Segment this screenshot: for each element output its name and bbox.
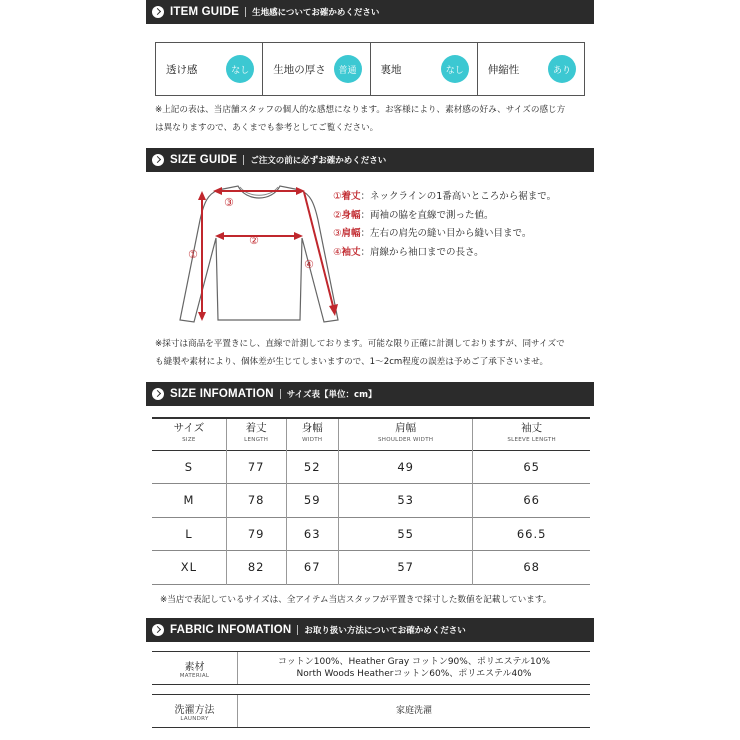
material-value	[238, 652, 590, 684]
table-cell: 63	[286, 517, 338, 551]
size-info-subtitle: サイズ表【単位：cm】	[286, 390, 377, 400]
item-guide-title: ITEM GUIDE	[170, 6, 240, 18]
table-row	[152, 517, 590, 551]
label-3: ③	[224, 196, 234, 209]
table-cell: 65	[523, 459, 540, 474]
chevron-right-icon	[152, 388, 164, 400]
col-header-length	[226, 418, 286, 450]
header-en: LENGTH	[244, 437, 269, 444]
measurement-row	[333, 225, 556, 244]
header-en: SLEEVE LENGTH	[507, 437, 556, 444]
measure-desc: ：ネックラインの1番高いところから裾まで。	[360, 191, 557, 202]
measure-key: 着丈	[341, 191, 361, 202]
fabric-info-title: FABRIC INFOMATION	[170, 624, 292, 636]
measure-desc: ：左右の肩先の縫い目から縫い目まで。	[360, 228, 532, 239]
material-line: コットン100%、Heather Gray コットン90%、ポリエステル10%	[277, 657, 551, 667]
size-info-note: ※当店で表記しているサイズは、全アイテム当店スタッフが平置きで採寸した数値を記載しています。	[160, 595, 552, 605]
table-cell: 77	[226, 450, 286, 484]
measure-num: ①	[333, 191, 342, 202]
material-label-en: MATERIAL	[179, 672, 210, 679]
col-header-shoulder	[338, 418, 472, 450]
laundry-label: 洗濯方法	[174, 704, 215, 716]
note-line: も縫製や素材により、個体差が生じてしまいますので、1〜2cm程度の誤差は予めご了承下さいませ。	[155, 357, 549, 367]
item-guide-header	[146, 0, 594, 24]
label-4: ④	[304, 258, 314, 271]
size-info-header	[146, 382, 594, 406]
item-sheerness	[156, 43, 263, 95]
table-cell: 53	[338, 484, 472, 518]
laundry-value	[238, 695, 590, 727]
size-guide-title: SIZE GUIDE	[170, 154, 238, 166]
measure-desc: ：両袖の脇を直線で測った値。	[360, 209, 494, 221]
table-cell: 67	[286, 551, 338, 585]
table-row	[152, 450, 590, 484]
header-en: WIDTH	[302, 437, 323, 444]
table-cell: 68	[523, 560, 540, 575]
label-2: ②	[249, 234, 259, 247]
chevron-right-icon	[152, 624, 164, 636]
arrow-head-icon	[198, 312, 206, 321]
table-cell: 79	[226, 517, 286, 551]
laundry-label-en: LAUNDRY	[180, 715, 209, 722]
table-cell: S	[152, 450, 226, 484]
col-header-sleeve	[473, 418, 590, 450]
note-line: は異なりますので、あくまでも参考としてご覧ください。	[155, 123, 379, 133]
table-cell: 59	[286, 484, 338, 518]
note-line: ※上記の表は、当店舗スタッフの個人的な感想になります。お客様により、素材感の好み、サイズの感じ方	[155, 105, 566, 115]
table-cell: M	[152, 484, 226, 518]
material-label: 素材	[184, 661, 205, 673]
laundry-header	[152, 695, 238, 727]
measurement-row	[333, 207, 556, 226]
size-info-title: SIZE INFOMATION	[170, 388, 274, 400]
size-table	[152, 417, 590, 585]
laundry-text: 家庭洗濯	[395, 706, 432, 716]
col-header-width	[286, 418, 338, 450]
measure-desc: ：肩線から袖口までの長さ。	[360, 246, 484, 258]
measure-key: 袖丈	[341, 246, 361, 258]
item-guide-table	[155, 42, 585, 96]
item-label: 透け感	[166, 63, 198, 76]
table-row	[152, 551, 590, 585]
size-guide-subtitle: ご注文の前に必ずお確かめください	[250, 156, 387, 166]
table-cell: 57	[338, 551, 472, 585]
measure-key: 身幅	[341, 209, 361, 221]
header-jp: 肩幅	[395, 422, 417, 435]
item-label: 伸縮性	[487, 63, 520, 76]
shirt-measurement-diagram	[160, 180, 350, 330]
item-thickness	[263, 43, 370, 95]
measure-key: 肩幅	[341, 228, 361, 239]
divider	[297, 625, 298, 635]
table-cell: L	[152, 517, 226, 551]
chevron-right-icon	[152, 6, 164, 18]
item-label: 生地の厚さ	[273, 63, 326, 76]
table-cell: 66	[523, 493, 540, 508]
header-jp: 着丈	[245, 422, 267, 435]
divider	[243, 155, 244, 165]
divider	[245, 7, 246, 17]
material-header	[152, 652, 238, 684]
measurement-row	[333, 188, 556, 207]
item-badge: 普通	[334, 55, 362, 83]
header-jp: 袖丈	[521, 422, 543, 435]
table-cell: 52	[286, 450, 338, 484]
header-jp: サイズ	[173, 422, 205, 435]
item-stretch	[478, 43, 584, 95]
table-cell: 78	[226, 484, 286, 518]
col-header-size	[152, 418, 226, 450]
header-en: SHOULDER WIDTH	[377, 437, 434, 444]
size-guide-header	[146, 148, 594, 172]
fabric-info-subtitle: お取り扱い方法についてお確かめください	[304, 626, 466, 636]
table-cell: XL	[152, 551, 226, 585]
item-guide-note	[155, 101, 565, 137]
note-line: ※採寸は商品を平置きにし、直線で計測しております。可能な限り正確に計測しておりますが、同サイズで	[155, 339, 565, 349]
item-lining	[371, 43, 478, 95]
item-badge: あり	[548, 55, 576, 83]
label-1: ①	[188, 248, 198, 261]
chevron-right-icon	[152, 154, 164, 166]
measurement-row	[333, 244, 556, 263]
item-guide-subtitle: 生地感についてお確かめください	[252, 8, 380, 18]
measurement-legend	[333, 188, 556, 262]
header-jp: 身幅	[301, 422, 323, 435]
table-cell: 55	[338, 517, 472, 551]
measure-num: ②	[333, 209, 342, 221]
size-table-header-row	[152, 418, 590, 450]
fabric-info-header	[146, 618, 594, 642]
item-label: 裏地	[380, 63, 402, 76]
table-cell: 49	[338, 450, 472, 484]
material-row	[152, 651, 590, 685]
table-cell: 66.5	[516, 526, 547, 541]
laundry-row	[152, 694, 590, 728]
divider	[280, 389, 281, 399]
header-en: SIZE	[182, 437, 196, 444]
table-row	[152, 484, 590, 518]
item-badge: なし	[226, 55, 254, 83]
arrow-head-icon	[198, 191, 206, 200]
item-badge: なし	[441, 55, 469, 83]
measure-num: ④	[333, 246, 342, 258]
material-line: North Woods Heatherコットン60%、ポリエステル40%	[296, 669, 532, 679]
measure-num: ③	[333, 228, 342, 239]
table-cell: 82	[226, 551, 286, 585]
size-guide-note	[155, 335, 565, 371]
shirt-outline	[180, 186, 338, 322]
